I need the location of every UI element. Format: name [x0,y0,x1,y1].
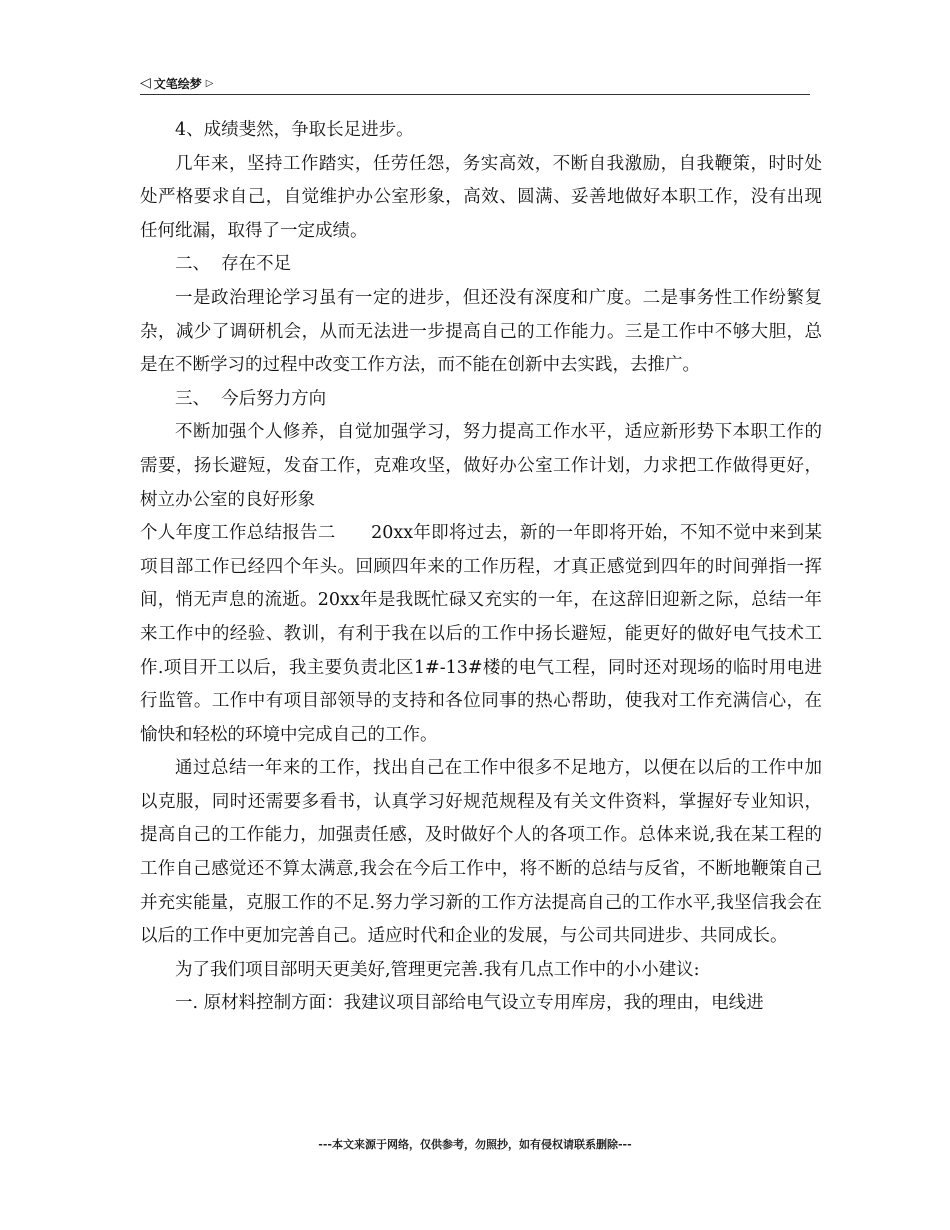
triangle-left-icon: ◁ [140,75,151,91]
page-footer: ---本文来源于网络，仅供参考，勿照抄，如有侵权请联系删除--- [318,1138,632,1151]
page-header [140,72,810,95]
paragraph: 为了我们项目部明天更美好,管理更完善.我有几点工作中的小小建议: [175,959,700,980]
brand-name: 文笔绘梦 [153,76,202,91]
paragraph: 一. 原材料控制方面：我建议项目部给电气设立专用库房，我的理由，电线进 [175,993,764,1014]
paragraph: 几年来，坚持工作踏实，任劳任怨，务实高效，不断自我激励，自我鞭策，时时处处严格要求自己，自觉维护办公室形象，高效、圆满、妥善地做好本职工作，没有出现任何纰漏，取得了一定成绩。 [140,153,822,241]
paragraph: 一是政治理论学习虽有一定的进步，但还没有深度和广度。二是事务性工作纷繁复杂，减少了调研机会，从而无法进一步提高自己的工作能力。三是工作中不够大胆，总是在不断学习的过程中改变工作方法，而不能在创新中去实践，去推广。 [140,287,822,376]
section-heading: 二、 存在不足 [175,254,292,275]
document-body [140,114,822,1021]
paragraph: 不断加强个人修养，自觉加强学习，努力提高工作水平，适应新形势下本职工作的需要，扬长避短，发奋工作，克难攻坚，做好办公室工作计划，力求把工作做得更好，树立办公室的良好形象 [140,422,822,510]
paragraph: 4、成绩斐然，争取长足进步。 [175,120,414,140]
paragraph: 个人年度工作总结报告二 20xx年即将过去，新的一年即将开始，不知不觉中来到某项目部工作已经四个年头。回顾四年来的工作历程，才真正感觉到四年的时间弹指一挥间，悄无声息的流逝。20xx年是我既忙碌又充实的一年，在这辞旧迎新之际，总结一年来工作中的经验、教训，有利于我在以后的工作中扬长避短，能更好的做好电气技术工作.项目开工以后，我主要负责北区1#-13#楼的电气工程，同时还对现场的临时用电进行监管。工作中有项目部领导的支持和各位同事的热心帮助，使我对工作充满信心，在愉快和轻松的环境中完成自己的工作。 [140,523,822,745]
section-heading: 三、 今后努力方向 [175,388,327,409]
triangle-right-icon: ▷ [205,77,214,89]
paragraph: 通过总结一年来的工作，找出自己在工作中很多不足地方，以便在以后的工作中加以克服，同时还需要多看书，认真学习好规范规程及有关文件资料，掌握好专业知识，提高自己的工作能力，加强责任感，及时做好个人的各项工作。总体来说,我在某工程的工作自己感觉还不算太满意,我会在今后工作中，将不断的总结与反省，不断地鞭策自己并充实能量，克服工作的不足.努力学习新的工作方法提高自己的工作水平,我坚信我会在以后的工作中更加完善自己。适应时代和企业的发展，与公司共同进步、共同成长。 [140,758,822,947]
